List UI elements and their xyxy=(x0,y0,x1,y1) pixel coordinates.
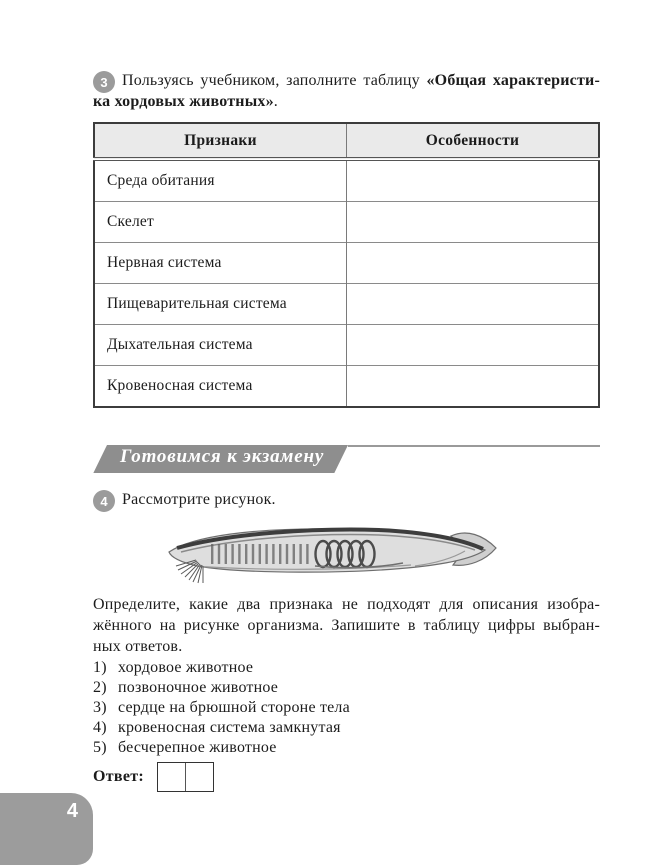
column-header-features: Признаки xyxy=(94,123,347,159)
feature-cell: Скелет xyxy=(94,202,347,243)
lancelet-figure xyxy=(165,521,500,585)
feature-cell: Нервная система xyxy=(94,243,347,284)
answer-options xyxy=(93,658,600,758)
fill-in-cell[interactable] xyxy=(347,366,600,408)
task-3-table-title-part2: ка хордовых животных» xyxy=(93,93,274,110)
answer-row xyxy=(93,761,600,792)
option-1-marker: 1) xyxy=(93,659,107,676)
banner-rule-line xyxy=(348,445,600,447)
option-5 xyxy=(93,738,600,758)
option-2 xyxy=(93,678,600,698)
option-1-label: хордовое животное xyxy=(118,659,254,676)
task-3-text-period: . xyxy=(273,93,278,110)
feature-cell: Кровеносная система xyxy=(94,366,347,408)
chordates-characteristics-table xyxy=(93,122,600,408)
column-header-peculiarities: Особенности xyxy=(347,123,600,159)
option-2-label: позвоночное животное xyxy=(118,679,279,696)
task-3-text-normal: Пользуясь учебником, заполните таблицу xyxy=(122,72,427,89)
answer-box xyxy=(157,762,214,792)
option-3-marker: 3) xyxy=(93,699,107,716)
lancelet-illustration xyxy=(165,521,500,585)
option-3 xyxy=(93,698,600,718)
fill-in-cell[interactable] xyxy=(347,202,600,243)
banner-title: Готовимся к экзамену xyxy=(120,446,325,467)
page-number-tab xyxy=(0,793,93,865)
table-row xyxy=(94,366,599,408)
task-3 xyxy=(93,70,600,112)
table-header-row xyxy=(94,123,599,159)
fill-in-cell[interactable] xyxy=(347,159,600,202)
task-3-text xyxy=(93,70,600,112)
feature-cell: Дыхательная система xyxy=(94,325,347,366)
table-row xyxy=(94,243,599,284)
task-4-text: Рассмотрите рисунок. xyxy=(122,491,276,508)
page-number: 4 xyxy=(66,800,78,822)
feature-cell: Среда обитания xyxy=(94,159,347,202)
feature-cell: Пищеварительная система xyxy=(94,284,347,325)
task-4 xyxy=(93,489,600,511)
option-4-marker: 4) xyxy=(93,719,107,736)
task-3-number-badge: 3 xyxy=(93,71,115,93)
page-content xyxy=(93,0,600,792)
table-row xyxy=(94,202,599,243)
fill-in-cell[interactable] xyxy=(347,284,600,325)
option-4 xyxy=(93,718,600,738)
option-3-label: сердце на брюшной стороне тела xyxy=(118,699,350,716)
option-4-label: кровеносная система замкнутая xyxy=(118,719,341,736)
option-1 xyxy=(93,658,600,678)
option-5-label: бесчерепное животное xyxy=(118,739,277,756)
question-text: Определите, какие два признака не подходят для описания изобра- жённого на рисунке организма. Запишите в таблицу цифры выбран- ных ответов. xyxy=(93,596,600,655)
task-4-number-badge: 4 xyxy=(93,490,115,512)
answer-cell-2[interactable] xyxy=(185,763,213,791)
exam-section-banner xyxy=(93,445,600,473)
option-5-marker: 5) xyxy=(93,739,107,756)
table-row xyxy=(94,325,599,366)
answer-label: Ответ: xyxy=(93,767,145,785)
table-row xyxy=(94,284,599,325)
fill-in-cell[interactable] xyxy=(347,243,600,284)
task-3-table-title-part1: «Общая характеристи- xyxy=(426,72,600,89)
answer-cell-1[interactable] xyxy=(158,763,185,791)
option-2-marker: 2) xyxy=(93,679,107,696)
table-row xyxy=(94,159,599,202)
fill-in-cell[interactable] xyxy=(347,325,600,366)
